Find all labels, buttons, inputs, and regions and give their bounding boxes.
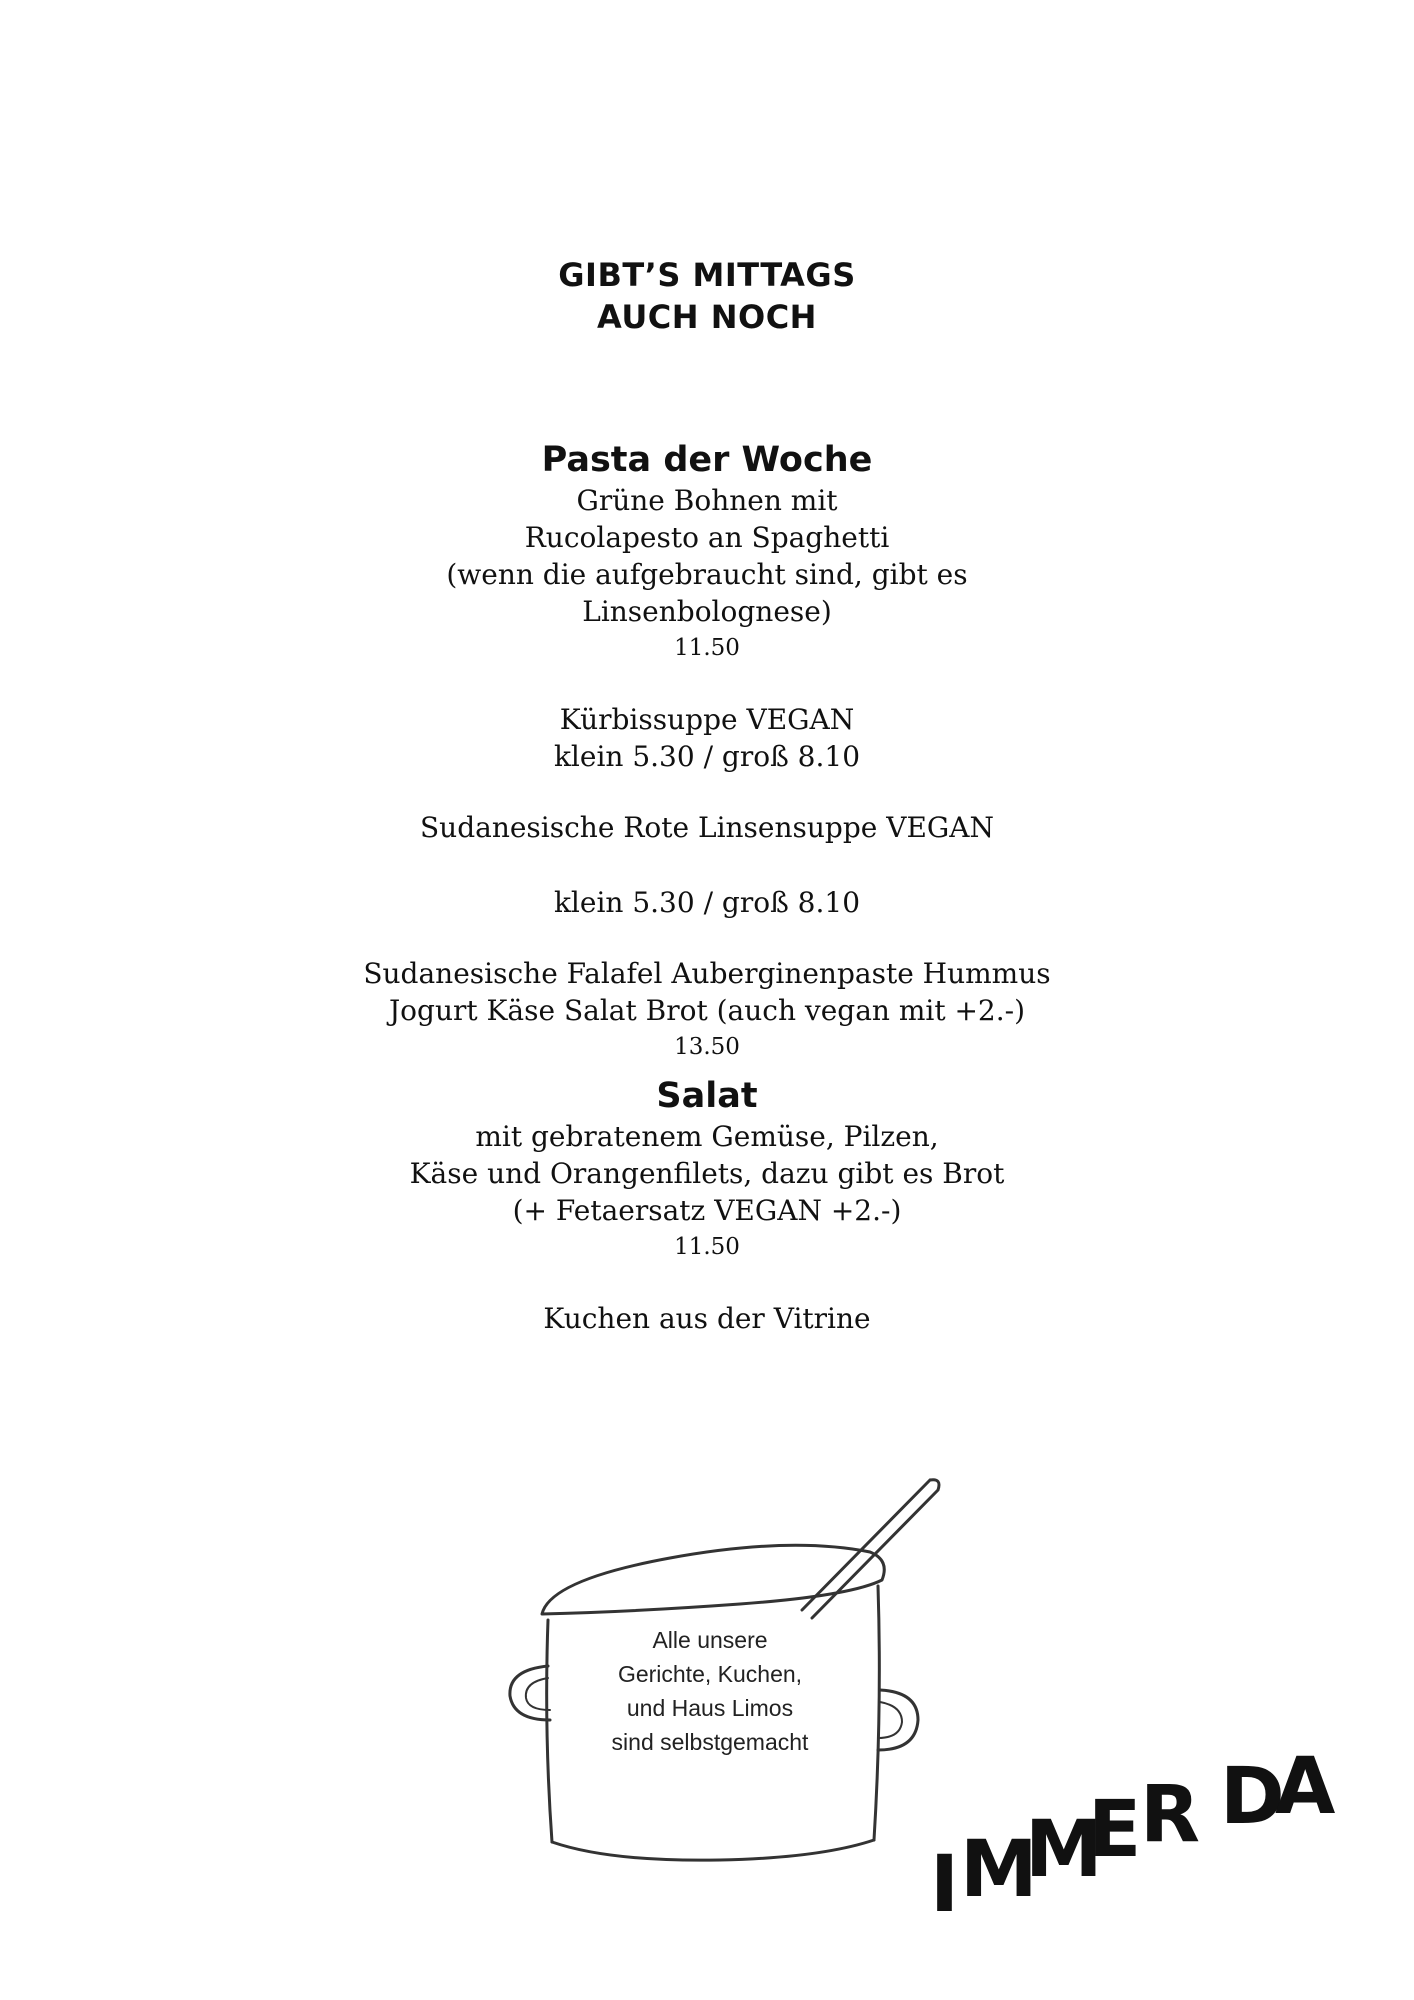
- pasta-price: 11.50: [674, 635, 740, 661]
- pasta-title: Pasta der Woche: [541, 440, 873, 480]
- pasta-line: Linsenbolognese): [582, 595, 832, 628]
- salad-line: mit gebratenem Gemüse, Pilzen,: [475, 1120, 939, 1153]
- stamp-letter: D: [1220, 1752, 1285, 1842]
- soup1-item: [0, 701, 1414, 775]
- soup2-item: [0, 809, 1414, 921]
- salad-line: (+ Fetaersatz VEGAN +2.-): [512, 1194, 902, 1227]
- soup2-price: klein 5.30 / groß 8.10: [553, 886, 861, 919]
- pot-note-line: Gerichte, Kuchen,: [617, 1661, 803, 1687]
- falafel-line: Jogurt Käse Salat Brot (auch vegan mit +2.-): [388, 994, 1026, 1027]
- pot-note: [560, 1623, 860, 1759]
- pot-note-line: Alle unsere: [652, 1627, 768, 1653]
- pasta-line: Rucolapesto an Spaghetti: [524, 521, 890, 554]
- salad-line: Käse und Orangenfilets, dazu gibt es Brot: [409, 1157, 1005, 1190]
- salad-price: 11.50: [674, 1234, 740, 1260]
- stamp-letter: M: [960, 1825, 1038, 1915]
- pasta-line: Grüne Bohnen mit: [576, 484, 838, 517]
- menu-list: [0, 438, 1414, 1337]
- falafel-price: 13.50: [674, 1034, 740, 1060]
- pasta-line: (wenn die aufgebraucht sind, gibt es: [446, 558, 968, 591]
- salad-section: [0, 1074, 1414, 1266]
- page-title-line-1: GIBT’S MITTAGS: [558, 256, 856, 294]
- stamp-letter: A: [1275, 1742, 1336, 1832]
- pot-note-line: sind selbstgemacht: [611, 1729, 809, 1755]
- stamp-letter: E: [1088, 1785, 1142, 1875]
- page-title-line-2: AUCH NOCH: [597, 298, 817, 336]
- stamp-letter: I: [930, 1840, 960, 1930]
- falafel-item: [0, 955, 1414, 1066]
- pot-note-line: und Haus Limos: [626, 1695, 794, 1721]
- falafel-line: Sudanesische Falafel Auberginenpaste Hummus: [363, 957, 1051, 990]
- soup1-price: klein 5.30 / groß 8.10: [553, 740, 861, 773]
- stamp-letter: R: [1140, 1770, 1201, 1860]
- soup1-name: Kürbissuppe VEGAN: [559, 703, 855, 736]
- cake-item: Kuchen aus der Vitrine: [543, 1302, 871, 1335]
- salad-title: Salat: [656, 1076, 758, 1116]
- soup2-name: Sudanesische Rote Linsensuppe VEGAN: [420, 811, 994, 844]
- stamp-letter: M: [1025, 1805, 1103, 1895]
- immer-da-logo: [930, 1730, 1350, 1930]
- pasta-section: [0, 438, 1414, 667]
